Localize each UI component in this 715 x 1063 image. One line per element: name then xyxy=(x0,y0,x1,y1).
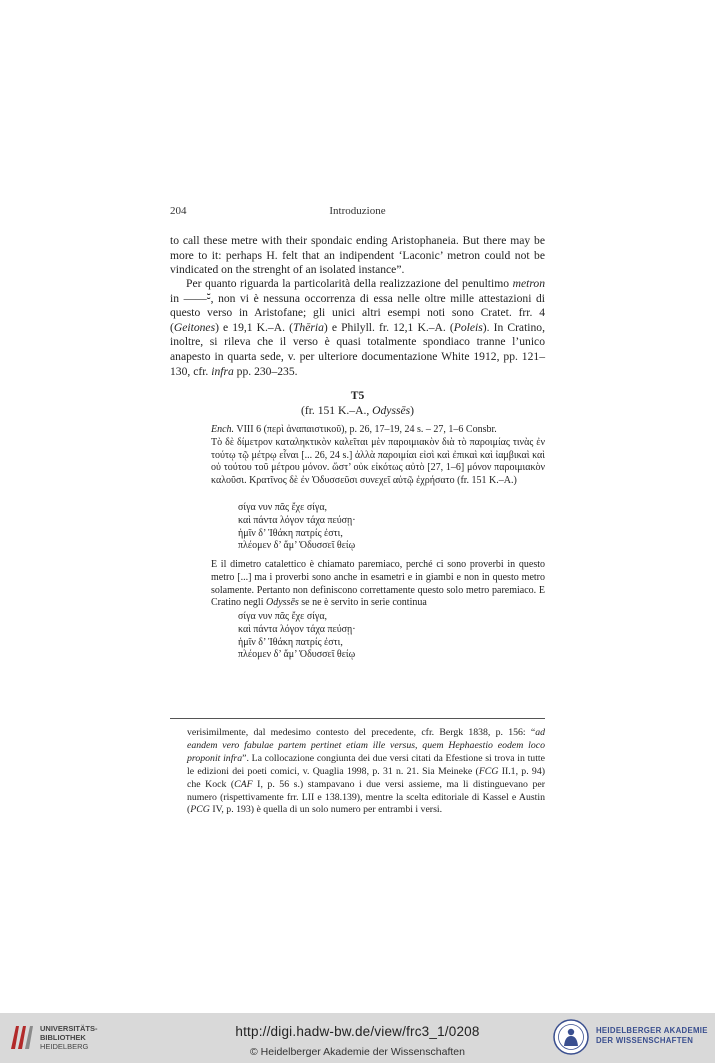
italian-translation: E il dimetro catalettico è chiamato paremiaco, perché ci sono proverbi in questo metro [...] ma i proverbi sono anche in esametri e in giambi e non in questo metro solamente. Pertanto non definiscono correttamente questo solo metro paremiaco. E Cratino negli Odyssēs se ne è servito in serie continua xyxy=(211,559,545,609)
greek-source-text xyxy=(211,424,545,488)
viewer-footer xyxy=(0,1013,715,1063)
greek-verses-repeat: σίγα νυν πᾶς ἔχε σίγα, καὶ πάντα λόγον τάχα πεύσῃ· ἡμῖν δ’ Ἰθάκη πατρίς ἐστι, πλέομεν δ’ ἅμ’ Ὀδυσσεῖ θείῳ xyxy=(238,611,356,661)
paragraph-metron: Per quanto riguarda la particolarità della realizzazione del penultimo metron in ——⏑̆, non vi è nessuna occorrenza di essa nelle oltre mille attestazioni di questo verso in Aristofane; gli unici altri esempi noti sono Cratet. frr. 4 (Geitones) e 19,1 K.–A. (Thēria) e Philyll. fr. 12,1 K.–A. (Poleis). In Cratino, inoltre, si rileva che il verso è quasi totalmente spondiaco tranne l’unico anapesto in quarta sede, v. per ulteriore documentazione White 1912, pp. 121–130, cfr. infra pp. 230–235. xyxy=(170,277,546,378)
footnote: verisimilmente, dal medesimo contesto del precedente, cfr. Bergk 1838, p. 156: “ad eandem vero fabulae partem pertinet etiam ille versus, quem Hephaestio eodem loco proponit infra”. La collocazione congiunta dei due versi citati da Efestione si trova in tutte le edizioni dei poeti comici, v. Quaglia 1998, p. 31 n. 21. Sia Meineke (FCG II.1, p. 94) che Kock (CAF I, p. 56 s.) stampavano i due versi assieme, ma li distinguevano per numero (rispettivamente frr. LII e 138.139), mentre la scelta editoriale di Kassel e Austin (PCG IV, p. 193) è quella di un solo numero per entrambi i versi. xyxy=(187,727,545,816)
academy-seal-icon[interactable] xyxy=(553,1019,589,1055)
permalink-url[interactable]: http://digi.hadw-bw.de/view/frc3_1/0208 xyxy=(235,1024,480,1039)
university-library-name: UNIVERSITÄTS- BIBLIOTHEK HEIDELBERG xyxy=(40,1024,98,1051)
running-title: Introduzione xyxy=(329,205,386,217)
page-number: 204 xyxy=(170,205,187,217)
footnote-divider xyxy=(170,718,545,719)
testimonium-subheading: (fr. 151 K.–A., Odyssēs) xyxy=(300,404,415,417)
greek-passage: Τὸ δὲ δίμετρον καταληκτικὸν καλεῖται μὲν παροιμιακὸν διὰ τὸ παροιμίας τινὰς ἐν τούτῳ τῷ μέτρῳ εἶναι [... 26, 24 s.] ἀλλὰ παροιμίαι εἰσὶ καὶ ἐπικαὶ καὶ ἰαμβικαὶ καὶ οὐ τούτου τοῦ μέτρου μόνον. ὥστ’ οὐκ εἰκότως αὐτὸ [27, 1–6] μόνον παροιμιακὸν καλοῦσι. Κρατῖνος δὲ ἐν Ὀδυσσεῦσι συνεχεῖ αὐτῷ ἐχρήσατο (fr. 151 K.–A.) xyxy=(211,436,545,487)
source-reference: Ench. VIII 6 (περὶ ἀναπαιστικοῦ), p. 26, 17–19, 24 s. – 27, 1–6 Consbr. xyxy=(211,424,497,435)
paragraph-continuation: to call these metre with their spondaic ending Aristophaneia. But there may be more to it: perhaps H. felt that an indipendent ‘Laconic’ metron could not be vindicated on the strenght of an isolated instance”. xyxy=(170,234,545,277)
testimonium-heading: T5 xyxy=(350,389,365,402)
greek-verses: σίγα νυν πᾶς ἔχε σίγα, καὶ πάντα λόγον τάχα πεύσῃ· ἡμῖν δ’ Ἰθάκη πατρίς ἐστι, πλέομεν δ’ ἅμ’ Ὀδυσσεῖ θείῳ xyxy=(238,502,356,552)
academy-name: HEIDELBERGER AKADEMIE DER WISSENSCHAFTEN xyxy=(596,1026,708,1045)
copyright-notice: © Heidelberger Akademie der Wissenschaften xyxy=(250,1046,465,1058)
